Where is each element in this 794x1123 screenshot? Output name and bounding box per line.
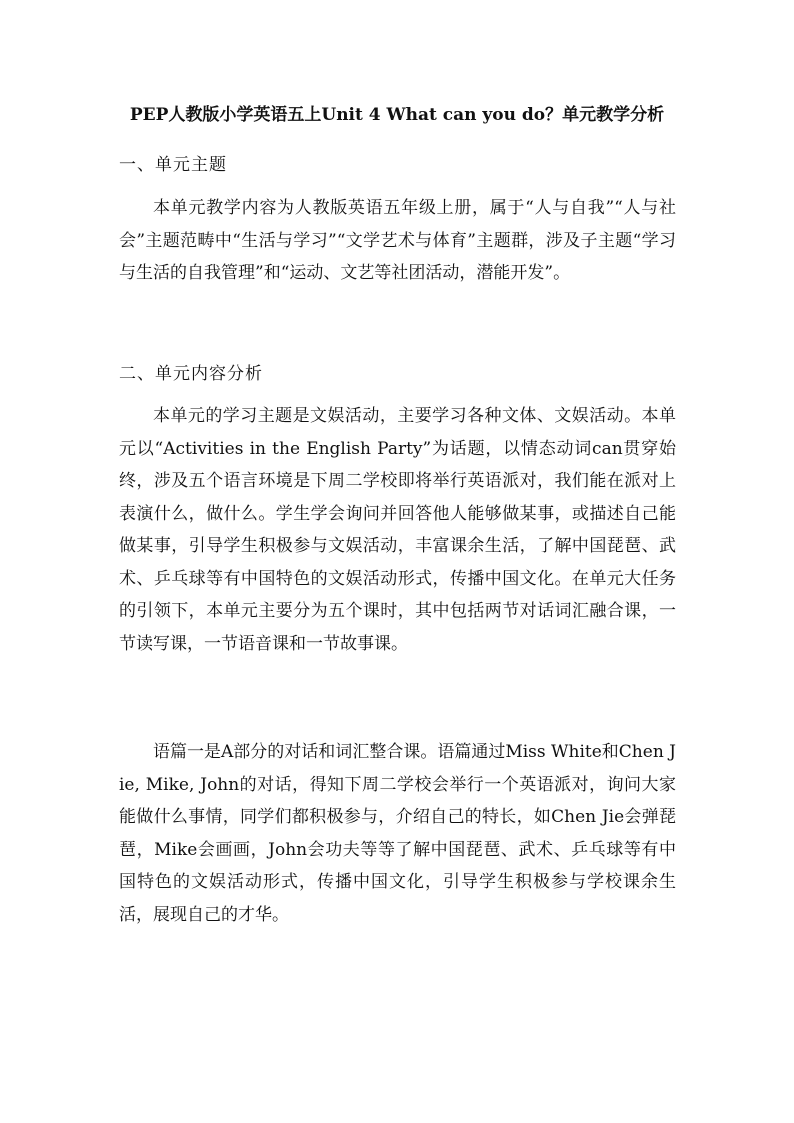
paragraph-unit-theme: 本单元教学内容为人教版英语五年级上册，属于“人与自我”“人与社会”主题范畴中“生活与学习”“文学艺术与体育”主题群，涉及子主题“学习与生活的自我管理”和“运动、文艺等社团活动，潜能开发”。 — [119, 198, 676, 283]
paragraph-content-analysis-2: 语篇一是A部分的对话和词汇整合课。语篇通过Miss White和Chen Jie, Mike, John的对话，得知下周二学校会举行一个英语派对，询问大家能做什么事情，同学们都积极参与，介绍自己的特长，如Chen Jie会弹琵琶，Mike会画画，John会功夫等等了解中国琵琶、武术、乒乓球等有中国特色的文娱活动形式，传播中国文化，引导学生积极参与学校课余生活，展现自己的才华。 — [119, 742, 676, 925]
section-heading-unit-theme: 一、单元主题 — [119, 155, 227, 175]
document-title: PEP人教版小学英语五上Unit 4 What can you do？单元教学分析 — [129, 105, 665, 125]
section-heading-content-analysis: 二、单元内容分析 — [119, 364, 263, 384]
paragraph-content-analysis-1: 本单元的学习主题是文娱活动，主要学习各种文体、文娱活动。本单元以“Activities in the English Party”为话题，以情态动词can贯穿始终，涉及五个语言环境是下周二学校即将举行英语派对，我们能在派对上表演什么，做什么。学生学会询问并回答他人能够做某事，或描述自己能做某事，引导学生积极参与文娱活动，丰富课余生活，了解中国琵琶、武术、乒乓球等有中国特色的文娱活动形式，传播中国文化。在单元大任务的引领下，本单元主要分为五个课时，其中包括两节对话词汇融合课，一节读写课，一节语音课和一节故事课。 — [119, 406, 676, 654]
